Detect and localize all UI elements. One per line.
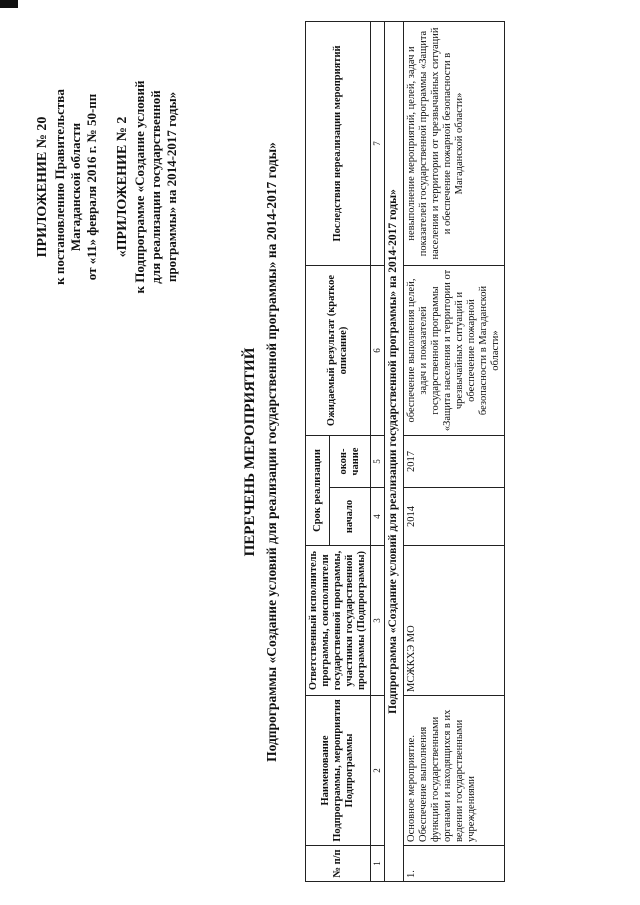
header-end: окон- чание xyxy=(330,436,371,488)
row-num: 1. xyxy=(403,846,505,882)
table-row xyxy=(403,22,505,882)
row-start: 2014 xyxy=(403,488,505,546)
header-executor: Ответственный исполнитель программы, соисполнители государственной программы, участники государственной программы (Подпрограммы) xyxy=(306,546,371,696)
subprogram-line-3: программы» на 2014-2017 годы» xyxy=(164,91,180,283)
subprogram-line-2: для реализации государственной xyxy=(148,90,163,284)
subprogram-line-1: к Подпрограмме «Создание условий xyxy=(131,80,147,294)
column-number: 3 xyxy=(371,546,385,696)
column-number: 5 xyxy=(371,436,385,488)
row-consequences: невыполнение мероприятий, целей, задач и показателей государственной программы «Защита населения и территории от чрезвычайных ситуаций и обеспечение пожарной безопасности в Магаданской области» xyxy=(403,22,505,266)
row-end: 2017 xyxy=(403,436,505,488)
page-subtitle: Подпрограммы «Создание условий для реализации государственной программы» на 2014-2017 годы» xyxy=(264,142,279,762)
measures-table xyxy=(305,21,505,882)
resolution-line: к постановлению Правительства xyxy=(51,89,67,285)
column-numbers-row xyxy=(371,22,385,882)
header-start: начало xyxy=(330,488,371,546)
section-title: Подпрограмма «Создание условий для реализации государственной программы» на 2014-2017 годы» xyxy=(385,22,403,882)
header-result: Ожидаемый результат (краткое описание) xyxy=(306,266,371,436)
header-name: Наименование Подпрограммы, мероприятия Подпрограммы xyxy=(306,696,371,846)
appendix-header xyxy=(34,52,181,322)
column-number: 2 xyxy=(371,696,385,846)
appendix-2-title: «ПРИЛОЖЕНИЕ № 2 xyxy=(115,116,131,258)
appendix-title: ПРИЛОЖЕНИЕ № 20 xyxy=(35,116,50,258)
row-name: Основное мероприятие. Обеспечение выполнения функций государственными органами и находящихся в их ведении государственными учреждениями xyxy=(403,696,505,846)
header-num: № п/п xyxy=(306,846,371,882)
column-number: 1 xyxy=(371,846,385,882)
column-number: 6 xyxy=(371,266,385,436)
page-title: ПЕРЕЧЕНЬ МЕРОПРИЯТИЙ xyxy=(242,347,258,557)
header-consequences: Последствия нереализации мероприятий xyxy=(306,22,371,266)
header-period: Срок реализации xyxy=(306,436,330,546)
table-header-row xyxy=(306,22,330,882)
row-result: обеспечение выполнения целей, задач и показателей государственной программы «Защита населения и территории от чрезвычайных ситуаций и обеспечение пожарной безопасности в Магаданской области» xyxy=(403,266,505,436)
column-number: 7 xyxy=(371,22,385,266)
scan-corner-mark xyxy=(0,0,18,8)
row-executor: МСЖКХЭ МО xyxy=(403,546,505,696)
region-line: Магаданской области xyxy=(67,122,83,252)
date-line: от «11» февраля 2016 г. № 50-пп xyxy=(84,93,99,281)
rotated-page xyxy=(20,22,620,882)
section-row xyxy=(385,22,403,882)
column-number: 4 xyxy=(371,488,385,546)
